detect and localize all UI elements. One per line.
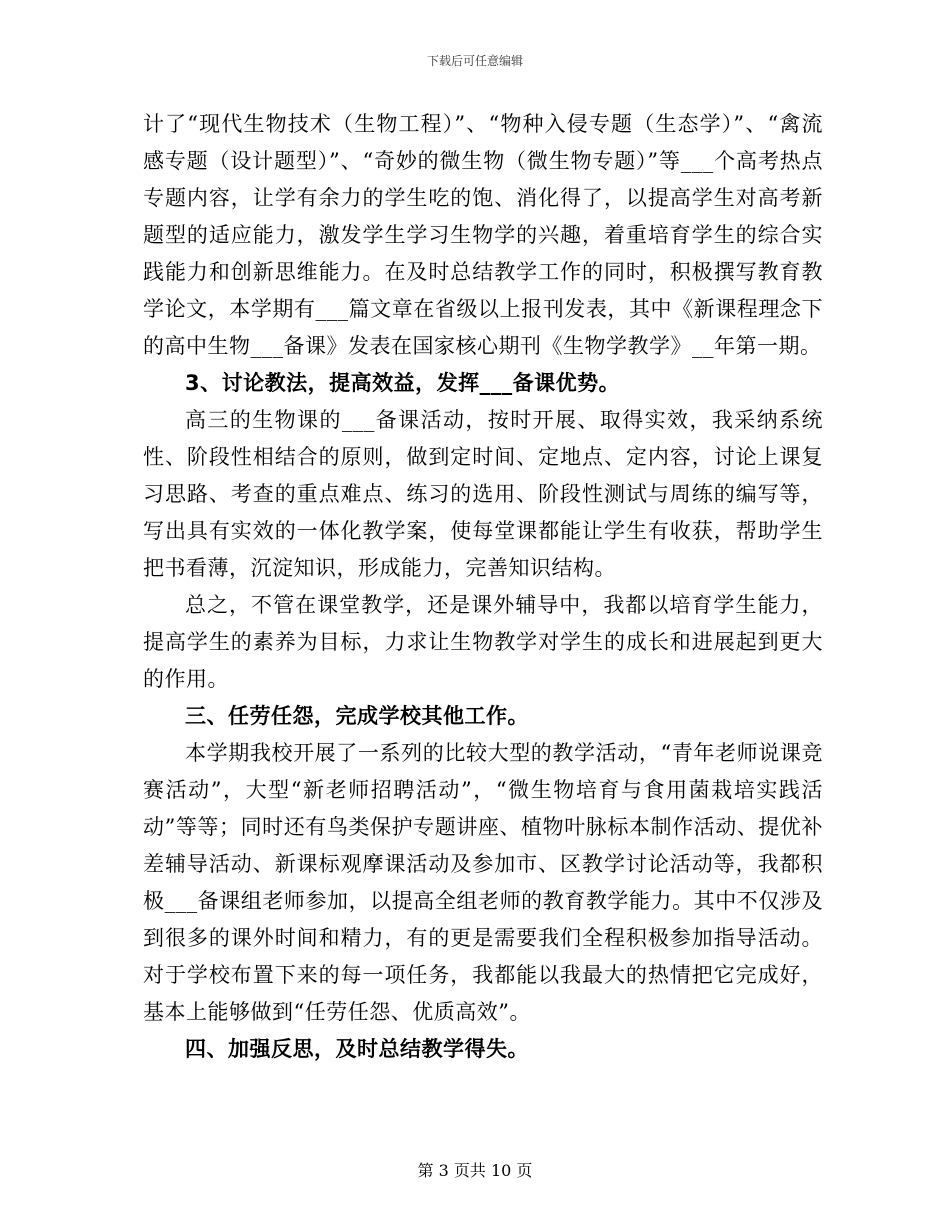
paragraph-papers-published: 计了“现代生物技术（生物工程）”、“物种入侵专题（生态学）”、“禽流感专题（设计题型）”、“奇妙的微生物（微生物专题）”等___个高考热点专题内容，让学有余力的学生吃的饱、消化得了，以提高学生对高考新题型的适应能力，激发学生学习生物学的兴趣，着重培育学生的综合实践能力和创新思维能力。在及时总结教学工作的同时，积极撰写教育教学论文，本学期有___篇文章在省级以上报刊发表，其中《新课程理念下的高中生物___备课》发表在国家核心期刊《生物学教学》__年第一期。 [143,112,823,358]
page-header: 下载后可任意编辑 [426,54,523,68]
paragraph-school-activities: 本学期我校开展了一系列的比较大型的教学活动，“青年老师说课竞赛活动”，大型“新老师招聘活动”，“微生物培育与食用菌栽培实践活动”等等；同时还有鸟类保护专题讲座、植物叶脉标本制作活动、提优补差辅导活动、新课标观摩课活动及参加市、区教学讨论活动等，我都积极___备课组老师参加，以提高全组老师的教育教学能力。其中不仅涉及到很多的课外时间和精力，有的更是需要我们全程积极参加指导活动。对于学校布置下来的每一项任务，我都能以我最大的热情把它完成好，基本上能够做到“任劳任怨、优质高效”。 [143,741,823,1024]
heading-teaching-methods: 3、讨论教法，提高效益，发挥___备课优势。 [185,371,621,395]
paragraph-lesson-preparation: 高三的生物课的___备课活动，按时开展、取得实效，我采纳系统性、阶段性相结合的原则，做到定时间、定地点、定内容，讨论上课复习思路、考查的重点难点、练习的选用、阶段性测试与周练的编写等，写出具有实效的一体化教学案，使每堂课都能让学生有收获，帮助学生把书看薄，沉淀知识，形成能力，完善知识结构。 [143,408,823,580]
paragraph-summary: 总之，不管在课堂教学，还是课外辅导中，我都以培育学生能力，提高学生的素养为目标，力求让生物教学对学生的成长和进展起到更大的作用。 [143,593,823,691]
heading-other-work: 三、任劳任怨，完成学校其他工作。 [185,704,529,728]
document-body [143,106,823,1068]
heading-reflection: 四、加强反思，及时总结教学得失。 [185,1037,529,1061]
page-number: 第 3 页共 10 页 [417,1161,533,1180]
